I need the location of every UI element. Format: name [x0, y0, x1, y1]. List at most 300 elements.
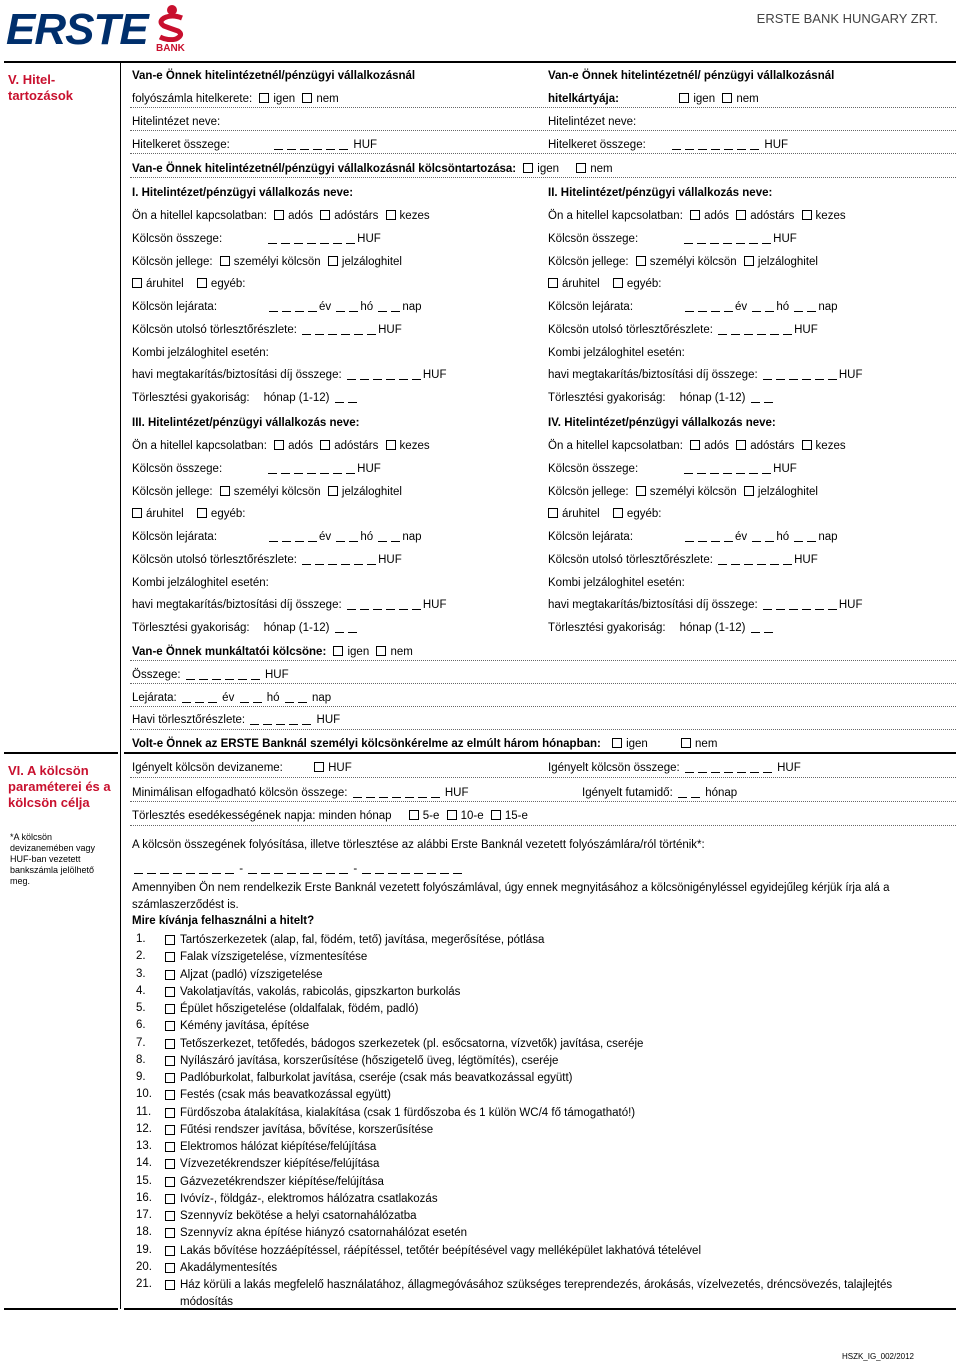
- purpose-number: 19.: [136, 1243, 152, 1256]
- codebtor-checkbox[interactable]: [736, 440, 746, 450]
- loan-row: [132, 300, 422, 314]
- purpose-number: 21.: [136, 1278, 152, 1290]
- purpose-text: Vízvezetékrendszer kiépítése/felújítása: [180, 1158, 380, 1171]
- loan-row: [132, 209, 430, 223]
- section-vi-rule: [124, 752, 956, 754]
- yes-label: igen: [626, 738, 648, 750]
- loan-row[interactable]: [548, 186, 772, 200]
- card-label: hitelkártyája:: [548, 93, 619, 105]
- purpose-number: 8.: [136, 1053, 146, 1066]
- purpose-number: 2.: [136, 950, 146, 963]
- section-vi-title: VI. A kölcsön paraméterei és a kölcsön célja: [8, 763, 111, 810]
- yes-label: igen: [273, 93, 296, 105]
- purpose-text: Lakás bővítése hozzáépítéssel, ráépítéssel, tetőtér beépítésével vagy melléképület lakhatóvá tételével: [180, 1244, 702, 1257]
- purpose-checkbox[interactable]: [165, 1263, 175, 1273]
- guarantor-checkbox[interactable]: [802, 440, 812, 450]
- purpose-checkbox[interactable]: [165, 935, 175, 945]
- currency-row[interactable]: [132, 761, 352, 775]
- loan-row: [132, 368, 447, 382]
- erste-application-question: Volt-e Önnek az ERSTE Banknál személyi kölcsönkérelme az elmúlt három hónapban:: [132, 738, 601, 750]
- loan-title: IV. Hitelintézet/pénzügyi vállalkozás neve:: [548, 417, 776, 429]
- loan-debt-no-checkbox[interactable]: [576, 163, 586, 173]
- maturity-label: Kölcsön lejárata:: [132, 301, 218, 313]
- fee-label: havi megtakarítás/biztosítási díj összege:: [548, 369, 758, 381]
- erste-logo: [6, 4, 192, 56]
- loan-row: [548, 507, 661, 521]
- card-no-checkbox[interactable]: [722, 93, 732, 103]
- amount-label: Kölcsön összege:: [132, 233, 223, 245]
- account-text: A kölcsön összegének folyósítása, illetve törlesztése az alábbi Erste Banknál vezetett folyószámlára/ról történik*:: [132, 839, 705, 851]
- loan-row: [548, 576, 685, 590]
- purpose-checkbox[interactable]: [165, 970, 175, 980]
- amount-label: Kölcsön összege:: [548, 463, 639, 475]
- purpose-text: Falak vízszigetelése, vízmentesítése: [180, 951, 368, 964]
- overdraft-row: [132, 92, 339, 106]
- debtor-label: adós: [704, 440, 730, 452]
- no-label: nem: [316, 93, 339, 105]
- huf-label: HUF: [357, 463, 381, 475]
- loan-row: [548, 255, 818, 269]
- loan-row: [548, 553, 818, 567]
- purpose-checkbox[interactable]: [165, 1177, 175, 1187]
- purpose-text: Épület hőszigetelése (oldalfalak, födém, padló): [180, 1003, 419, 1015]
- purpose-number: 6.: [136, 1019, 146, 1032]
- employer-installment-label: Havi törlesztőrészlete:: [132, 714, 246, 726]
- huf-label: HUF: [444, 787, 469, 799]
- purpose-checkbox[interactable]: [165, 952, 175, 962]
- currency-label: Igényelt kölcsön devizaneme:: [132, 762, 283, 774]
- purpose-number: 11.: [136, 1105, 152, 1118]
- no-label: nem: [390, 646, 413, 658]
- mortgage-label: jelzáloghitel: [341, 256, 402, 268]
- day-label: nap: [402, 301, 422, 313]
- employer-loan-row: [132, 645, 413, 659]
- guarantor-checkbox[interactable]: [386, 440, 396, 450]
- purpose-text: Ivóvíz-, földgáz-, elektromos hálózatra csatlakozás: [180, 1192, 438, 1205]
- debtor-label: adós: [288, 440, 314, 452]
- purpose-number: 12.: [136, 1122, 152, 1135]
- codebtor-checkbox[interactable]: [736, 210, 746, 220]
- mortgage-checkbox[interactable]: [328, 486, 338, 496]
- huf-label: HUF: [764, 139, 789, 151]
- amount-label: Kölcsön összege:: [132, 463, 223, 475]
- loan-row: [132, 439, 430, 453]
- employer-amount-row[interactable]: [132, 668, 289, 682]
- side-divider-bottom: [4, 1308, 118, 1310]
- loan-row: [548, 368, 863, 382]
- due-10-label: 10-e: [460, 810, 484, 822]
- debtor-checkbox[interactable]: [274, 440, 284, 450]
- type-label: Kölcsön jellege:: [132, 256, 213, 268]
- mortgage-checkbox[interactable]: [744, 486, 754, 496]
- purpose-checkbox[interactable]: [165, 1073, 175, 1083]
- relation-label: Ön a hitellel kapcsolatban:: [548, 210, 683, 222]
- loan-row: [548, 598, 863, 612]
- loan-row: [548, 391, 775, 405]
- kombi-label: Kombi jelzáloghitel esetén:: [132, 347, 269, 359]
- goods-loan-checkbox[interactable]: [548, 508, 558, 518]
- purpose-checkbox[interactable]: [165, 1280, 175, 1290]
- loan-row: [132, 576, 269, 590]
- other-loan-checkbox[interactable]: [197, 278, 207, 288]
- personal-loan-checkbox[interactable]: [220, 256, 230, 266]
- purpose-text: Akadálymentesítés: [180, 1261, 278, 1274]
- top-rule: [4, 61, 956, 63]
- loan-row: [132, 553, 402, 567]
- purpose-number: 16.: [136, 1191, 152, 1204]
- personal-loan-checkbox[interactable]: [636, 486, 646, 496]
- yes-label: igen: [693, 93, 716, 105]
- kombi-label: Kombi jelzáloghitel esetén:: [548, 577, 685, 589]
- due-5-checkbox[interactable]: [409, 810, 419, 820]
- purpose-text: Aljzat (padló) vízszigetelése: [180, 968, 323, 981]
- month-range-label: hónap (1-12): [679, 392, 746, 404]
- goods-label: áruhitel: [562, 278, 600, 290]
- mortgage-checkbox[interactable]: [328, 256, 338, 266]
- due-5-label: 5-e: [422, 810, 440, 822]
- mortgage-checkbox[interactable]: [744, 256, 754, 266]
- goods-loan-checkbox[interactable]: [548, 278, 558, 288]
- loan-row[interactable]: [548, 416, 776, 430]
- codebtor-label: adóstárs: [334, 210, 379, 222]
- month-label: hó: [776, 301, 790, 313]
- month-range-label: hónap (1-12): [263, 392, 330, 404]
- purpose-text: Elektromos hálózat kiépítése/felújítása: [180, 1141, 377, 1153]
- purpose-checkbox[interactable]: [165, 1125, 175, 1135]
- purpose-checkbox[interactable]: [165, 1194, 175, 1204]
- purpose-text: Szennyvíz akna építése hiányzó csatornahálózat esetén: [180, 1227, 468, 1240]
- debtor-label: adós: [288, 210, 314, 222]
- section-v-title: V. Hitel-tartozások: [8, 72, 74, 103]
- huf-label: HUF: [422, 599, 447, 611]
- huf-label: HUF: [777, 762, 801, 774]
- mortgage-label: jelzáloghitel: [341, 486, 402, 498]
- purpose-checkbox[interactable]: [165, 1021, 175, 1031]
- requested-amount-row[interactable]: [548, 761, 801, 775]
- guarantor-label: kezes: [399, 440, 430, 452]
- codebtor-label: adóstárs: [750, 440, 795, 452]
- personal-label: személyi kölcsön: [649, 486, 737, 498]
- day-label: nap: [818, 301, 838, 313]
- loan-row: [548, 323, 818, 337]
- side-vertical-rule: [120, 61, 121, 1309]
- purpose-number: 3.: [136, 967, 146, 980]
- purpose-checkbox[interactable]: [165, 1004, 175, 1014]
- purpose-number: 14.: [136, 1157, 152, 1170]
- purpose-checkbox[interactable]: [165, 1090, 175, 1100]
- loan-row: [548, 209, 846, 223]
- min-amount-label: Minimálisan elfogadható kölcsön összege:: [132, 787, 348, 799]
- purpose-checkbox[interactable]: [165, 987, 175, 997]
- fee-label: havi megtakarítás/biztosítási díj összege:: [132, 599, 342, 611]
- year-label: év: [319, 301, 332, 313]
- side-note: *A kölcsön devizanemében vagy HUF-ban vezetett bankszámla jelölhető meg.: [10, 832, 96, 886]
- erste-application-row: [132, 737, 717, 751]
- loan-title: III. Hitelintézet/pénzügyi vállalkozás neve:: [132, 417, 360, 429]
- purpose-checkbox[interactable]: [165, 1228, 175, 1238]
- relation-label: Ön a hitellel kapcsolatban:: [132, 210, 267, 222]
- loan-row: [132, 485, 402, 499]
- purpose-text: Szennyvíz bekötése a helyi csatornahálózatba: [180, 1210, 417, 1222]
- other-loan-checkbox[interactable]: [197, 508, 207, 518]
- year-label: év: [735, 531, 748, 543]
- codebtor-label: adóstárs: [334, 440, 379, 452]
- purpose-number: 5.: [136, 1002, 146, 1014]
- last-installment-label: Kölcsön utolsó törlesztőrészlete:: [548, 324, 713, 336]
- loan-row: [548, 530, 838, 544]
- card-limit-row[interactable]: [548, 138, 788, 152]
- purpose-number: 1.: [136, 933, 146, 945]
- month-label: hó: [266, 692, 280, 704]
- debtor-label: adós: [704, 210, 730, 222]
- purpose-text: Nyílászáró javítása, korszerűsítése (hőszigetelő üveg, légtömítés), cseréje: [180, 1054, 559, 1067]
- purpose-question: Mire kívánja felhasználni a hitelt?: [132, 915, 315, 927]
- kombi-label: Kombi jelzáloghitel esetén:: [132, 577, 269, 589]
- huf-label: HUF: [773, 233, 797, 245]
- month-label: hó: [360, 301, 374, 313]
- other-label: egyéb:: [210, 508, 246, 520]
- month-range-label: hónap (1-12): [679, 622, 746, 634]
- goods-loan-checkbox[interactable]: [132, 508, 142, 518]
- due-day-label: Törlesztés esedékességének napja: minden hónap: [132, 810, 392, 822]
- due-10-checkbox[interactable]: [447, 810, 457, 820]
- loan-row: [548, 439, 846, 453]
- employer-amount-label: Összege:: [132, 669, 181, 681]
- card-yes-checkbox[interactable]: [679, 93, 689, 103]
- term-row[interactable]: [582, 786, 737, 800]
- purpose-number: 20.: [136, 1260, 152, 1273]
- erste-app-no-checkbox[interactable]: [681, 738, 691, 748]
- month-label: hó: [776, 531, 790, 543]
- day-label: nap: [402, 531, 422, 543]
- employer-installment-row[interactable]: [132, 713, 340, 727]
- huf-label: HUF: [264, 669, 289, 681]
- day-label: nap: [311, 692, 332, 704]
- loan-debt-row: [132, 162, 613, 176]
- guarantor-checkbox[interactable]: [386, 210, 396, 220]
- other-label: egyéb:: [210, 278, 246, 290]
- no-label: nem: [736, 93, 759, 105]
- purpose-checkbox[interactable]: [165, 1159, 175, 1169]
- loan-row: [548, 277, 661, 291]
- currency-huf-checkbox[interactable]: [314, 762, 324, 772]
- huf-label: HUF: [353, 139, 378, 151]
- purpose-text: Gázvezetékrendszer kiépítése/felújítása: [180, 1175, 384, 1188]
- account-number-field[interactable]: - -: [132, 862, 464, 876]
- requested-amount-label: Igényelt kölcsön összege:: [548, 762, 680, 774]
- purpose-number: 7.: [136, 1036, 146, 1049]
- type-label: Kölcsön jellege:: [132, 486, 213, 498]
- loan-row: [132, 255, 402, 269]
- huf-label: HUF: [378, 324, 402, 336]
- limit-label: Hitelkeret összege:: [132, 139, 230, 151]
- purpose-number: 18.: [136, 1226, 152, 1239]
- last-installment-label: Kölcsön utolsó törlesztőrészlete:: [548, 554, 713, 566]
- purpose-text: Ház körüli a lakás megfelelő használatához, állagmegóvásához szükséges tereprendezés, árokásás, vízelvezetés, dréncsövezés, talajlejtés módosítás: [180, 1279, 893, 1308]
- loan-row: [132, 462, 381, 476]
- maturity-label: Kölcsön lejárata:: [132, 531, 218, 543]
- overdraft-inst-name[interactable]: Hitelintézet neve:: [132, 116, 221, 128]
- frequency-label: Törlesztési gyakoriság:: [132, 622, 250, 634]
- personal-label: személyi kölcsön: [233, 256, 321, 268]
- other-loan-checkbox[interactable]: [613, 278, 623, 288]
- maturity-label: Kölcsön lejárata:: [548, 531, 634, 543]
- huf-label: HUF: [328, 762, 352, 774]
- loan-row[interactable]: [132, 416, 360, 430]
- personal-label: személyi kölcsön: [649, 256, 737, 268]
- card-row: [548, 92, 759, 106]
- due-day-row: [132, 809, 528, 823]
- limit-label: Hitelkeret összege:: [548, 139, 646, 151]
- amount-label: Kölcsön összege:: [548, 233, 639, 245]
- huf-label: HUF: [378, 554, 402, 566]
- loan-row: [132, 507, 245, 521]
- employer-maturity-row[interactable]: [132, 691, 331, 705]
- purpose-number: 9.: [136, 1071, 146, 1083]
- loan-row: [132, 598, 447, 612]
- yes-label: igen: [537, 163, 560, 175]
- codebtor-checkbox[interactable]: [320, 440, 330, 450]
- debtor-checkbox[interactable]: [274, 210, 284, 220]
- card-question: Van-e Önnek hitelintézetnél/ pénzügyi vállalkozásnál: [548, 70, 835, 82]
- purpose-checkbox[interactable]: [165, 1056, 175, 1066]
- loan-row: [548, 232, 797, 246]
- overdraft-limit-row[interactable]: [132, 138, 377, 152]
- loan-row: [132, 391, 359, 405]
- no-account-text: Amennyiben Ön nem rendelkezik Erste Banknál vezetett folyószámlával, úgy ennek megnyitásához a kölcsönigényléssel egyidejűleg kérjük írja alá a számlaszerződést is.: [132, 882, 890, 911]
- card-inst-name[interactable]: Hitelintézet neve:: [548, 116, 637, 128]
- type-label: Kölcsön jellege:: [548, 256, 629, 268]
- huf-label: HUF: [794, 554, 818, 566]
- personal-label: személyi kölcsön: [233, 486, 321, 498]
- logo-text: ERSTE: [6, 5, 148, 54]
- month-label: hó: [360, 531, 374, 543]
- goods-label: áruhitel: [146, 278, 184, 290]
- overdraft-question: Van-e Önnek hitelintézetnél/pénzügyi vállalkozásnál: [132, 70, 416, 82]
- debtor-checkbox[interactable]: [690, 210, 700, 220]
- huf-label: HUF: [316, 714, 341, 726]
- erste-app-yes-checkbox[interactable]: [612, 738, 622, 748]
- company-name: ERSTE BANK HUNGARY ZRT.: [756, 11, 938, 26]
- loan-row[interactable]: [132, 186, 353, 200]
- mortgage-label: jelzáloghitel: [757, 486, 818, 498]
- frequency-label: Törlesztési gyakoriság:: [548, 392, 666, 404]
- due-15-label: 15-e: [504, 810, 528, 822]
- purpose-checkbox[interactable]: [165, 1246, 175, 1256]
- purpose-text: Fürdőszoba átalakítása, kialakítása (csak 1 fürdőszoba és 1 külön WC/4 fő támogatható!): [180, 1106, 636, 1119]
- huf-label: HUF: [838, 369, 863, 381]
- codebtor-checkbox[interactable]: [320, 210, 330, 220]
- purpose-number: 15.: [136, 1174, 152, 1187]
- kombi-label: Kombi jelzáloghitel esetén:: [548, 347, 685, 359]
- personal-loan-checkbox[interactable]: [220, 486, 230, 496]
- term-label: Igényelt futamidő:: [582, 787, 673, 799]
- min-amount-row[interactable]: [132, 786, 468, 800]
- purpose-text: Festés (csak más beavatkozással együtt): [180, 1089, 391, 1102]
- loan-row: [548, 621, 775, 635]
- side-divider-1: [4, 752, 118, 754]
- purpose-number: 10.: [136, 1088, 152, 1101]
- maturity-label: Kölcsön lejárata:: [548, 301, 634, 313]
- overdraft-no-checkbox[interactable]: [302, 93, 312, 103]
- purpose-text: Vakolatjavítás, vakolás, rabicolás, gipszkarton burkolás: [180, 985, 461, 998]
- employer-maturity-label: Lejárata:: [132, 692, 177, 704]
- logo-bank-text: BANK: [156, 43, 185, 54]
- purpose-checkbox[interactable]: [165, 1039, 175, 1049]
- guarantor-label: kezes: [815, 210, 846, 222]
- purpose-number: 4.: [136, 984, 146, 997]
- overdraft-label: folyószámla hitelkerete:: [132, 93, 253, 105]
- day-label: nap: [818, 531, 838, 543]
- yes-label: igen: [347, 646, 370, 658]
- loan-row: [548, 462, 797, 476]
- huf-label: HUF: [422, 369, 447, 381]
- purpose-checkbox[interactable]: [165, 1142, 175, 1152]
- guarantor-checkbox[interactable]: [802, 210, 812, 220]
- loan-row: [132, 232, 381, 246]
- loan-row: [548, 346, 685, 360]
- fee-label: havi megtakarítás/biztosítási díj összege:: [548, 599, 758, 611]
- loan-title: II. Hitelintézet/pénzügyi vállalkozás neve:: [548, 187, 773, 199]
- personal-loan-checkbox[interactable]: [636, 256, 646, 266]
- loan-title: I. Hitelintézet/pénzügyi vállalkozás neve:: [132, 187, 354, 199]
- month-range-label: hónap (1-12): [263, 622, 330, 634]
- employer-no-checkbox[interactable]: [376, 646, 386, 656]
- year-label: év: [735, 301, 748, 313]
- huf-label: HUF: [794, 324, 818, 336]
- loan-row: [132, 323, 402, 337]
- year-label: év: [222, 692, 235, 704]
- purpose-number: 13.: [136, 1140, 152, 1152]
- type-label: Kölcsön jellege:: [548, 486, 629, 498]
- employer-yes-checkbox[interactable]: [333, 646, 343, 656]
- due-15-checkbox[interactable]: [491, 810, 501, 820]
- loan-row: [548, 300, 838, 314]
- loan-debt-question: Van-e Önnek hitelintézetnél/pénzügyi vállalkozásnál kölcsöntartozása:: [132, 163, 517, 175]
- goods-loan-checkbox[interactable]: [132, 278, 142, 288]
- purpose-text: Tartószerkezetek (alap, fal, födém, tető) javítása, megerősítése, pótlása: [180, 934, 545, 946]
- goods-label: áruhitel: [146, 508, 184, 520]
- frequency-label: Törlesztési gyakoriság:: [548, 622, 666, 634]
- purpose-checkbox[interactable]: [165, 1211, 175, 1221]
- logo-s-icon: [152, 4, 192, 42]
- last-installment-label: Kölcsön utolsó törlesztőrészlete:: [132, 554, 297, 566]
- last-installment-label: Kölcsön utolsó törlesztőrészlete:: [132, 324, 297, 336]
- no-label: nem: [590, 163, 613, 175]
- overdraft-yes-checkbox[interactable]: [259, 93, 269, 103]
- relation-label: Ön a hitellel kapcsolatban:: [132, 440, 267, 452]
- codebtor-label: adóstárs: [750, 210, 795, 222]
- fee-label: havi megtakarítás/biztosítási díj összege:: [132, 369, 342, 381]
- goods-label: áruhitel: [562, 508, 600, 520]
- purpose-text: Padlóburkolat, falburkolat javítása, cseréje (csak más beavatkozással együtt): [180, 1072, 573, 1084]
- purpose-checkbox[interactable]: [165, 1108, 175, 1118]
- huf-label: HUF: [838, 599, 863, 611]
- loan-debt-yes-checkbox[interactable]: [523, 163, 533, 173]
- loan-row: [132, 277, 245, 291]
- other-label: egyéb:: [626, 278, 662, 290]
- other-loan-checkbox[interactable]: [613, 508, 623, 518]
- debtor-checkbox[interactable]: [690, 440, 700, 450]
- purpose-text: Kémény javítása, építése: [180, 1020, 310, 1033]
- purpose-text: Tetőszerkezet, tetőfedés, bádogos szerkezetek (pl. esőcsatorna, vízvetők) javítása, cseréje: [180, 1037, 644, 1050]
- guarantor-label: kezes: [815, 440, 846, 452]
- frequency-label: Törlesztési gyakoriság:: [132, 392, 250, 404]
- term-unit: hónap: [705, 787, 738, 799]
- mortgage-label: jelzáloghitel: [757, 256, 818, 268]
- purpose-number: 17.: [136, 1209, 152, 1221]
- year-label: év: [319, 531, 332, 543]
